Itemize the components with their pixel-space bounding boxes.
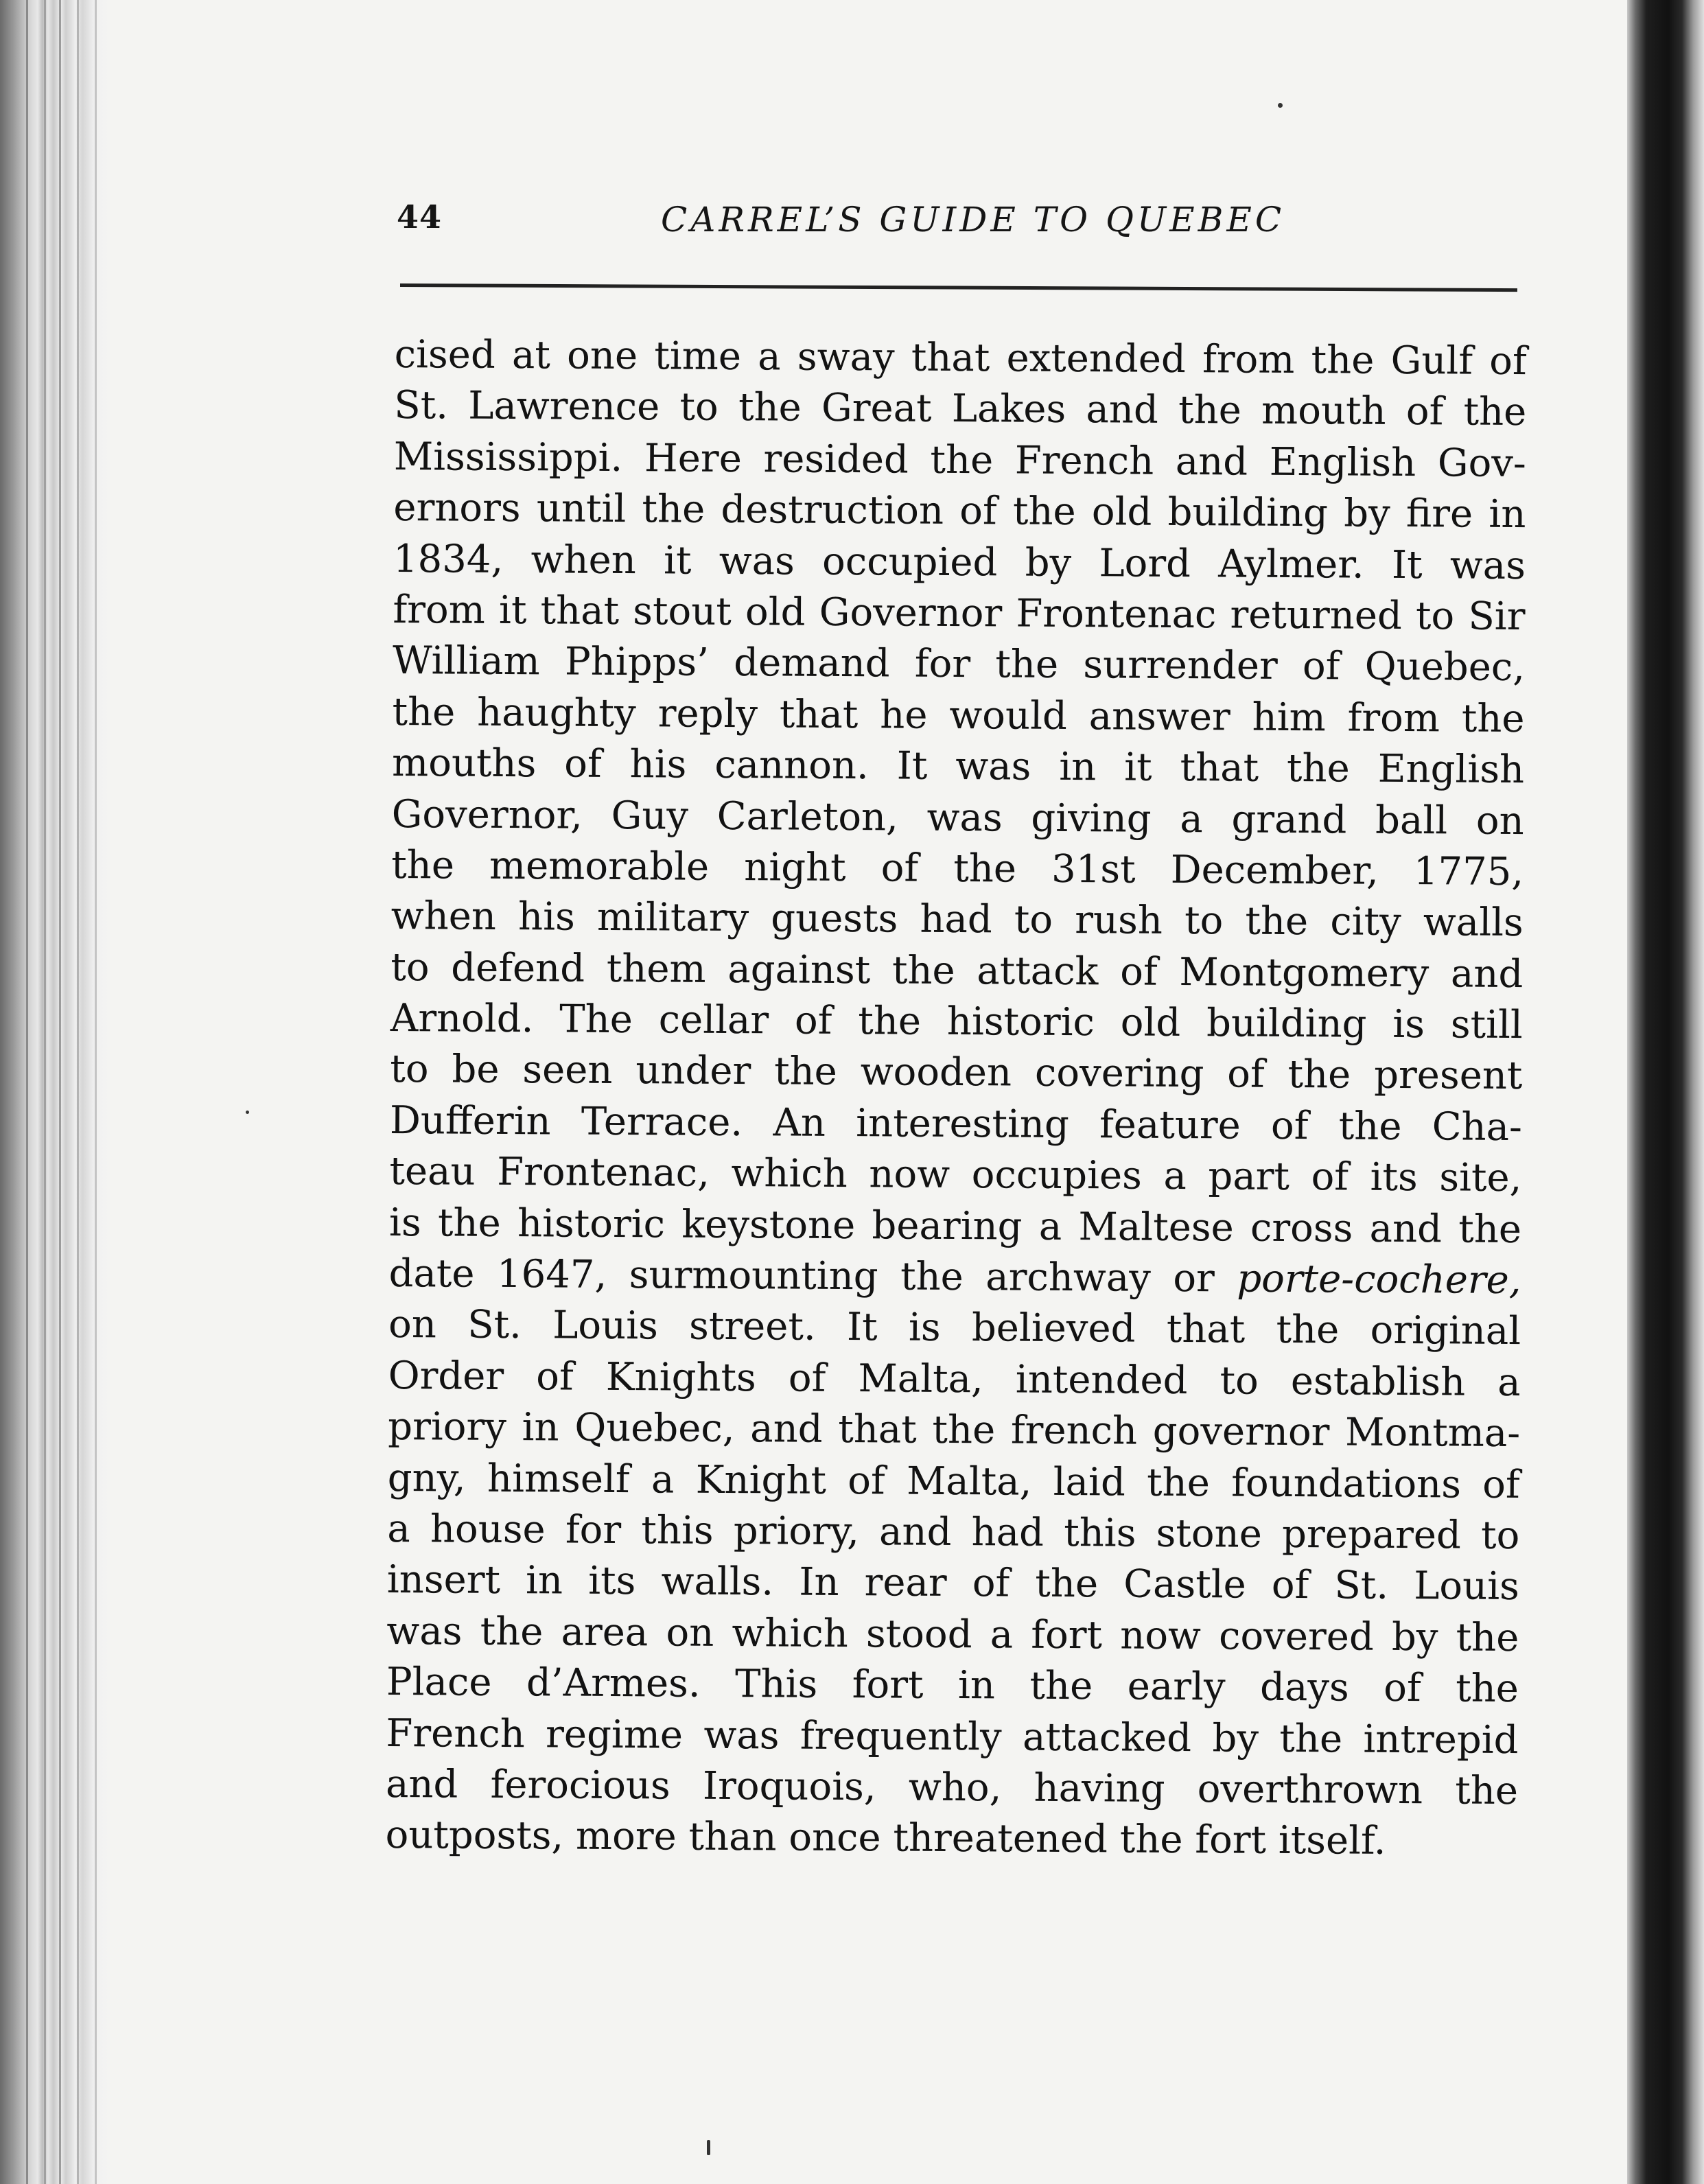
page-edge-line: [95, 0, 97, 2184]
text-line-with-italic: [388, 1248, 1521, 1306]
page-edge-line: [59, 0, 61, 2184]
text-line: Arnold. The cellar of the historic old building is still: [390, 996, 1524, 1048]
scan-speck: [707, 2140, 710, 2155]
header-rule: [400, 283, 1517, 292]
text-line: Place d’Armes. This fort in the early days of the: [386, 1660, 1519, 1712]
text-line: to defend them against the attack of Montgomery and: [390, 944, 1524, 997]
text-line: when his military guests had to rush to the city walls: [390, 894, 1524, 946]
book-cover-edge-right: [1627, 0, 1704, 2184]
page-edge-line: [26, 0, 28, 2184]
scan-speck: [1278, 103, 1283, 108]
text-line: was the area on which stood a fort now covered by the: [386, 1608, 1519, 1660]
text-line: Governor, Guy Carleton, was giving a grand ball on: [391, 791, 1524, 844]
text-line: mouths of his cannon. It was in it that the English: [391, 741, 1525, 793]
text-line: Order of Knights of Malta, intended to establish a: [388, 1353, 1521, 1405]
running-head: [397, 196, 1515, 251]
text-line: William Phipps’ demand for the surrender of Quebec,: [392, 638, 1526, 690]
scan-speck: [246, 1111, 249, 1114]
text-line: teau Frontenac, which now occupies a part of its site,: [389, 1149, 1522, 1201]
text-line: a house for this priory, and had this stone prepared to: [387, 1506, 1520, 1559]
page-edge-line: [44, 0, 46, 2184]
text-line: to be seen under the wooden covering of the present: [390, 1047, 1523, 1099]
text-line: St. Lawrence to the Great Lakes and the mouth of the: [394, 383, 1527, 435]
text-line: insert in its walls. In rear of the Castle of St. Louis: [386, 1557, 1520, 1610]
text-line: French regime was frequently attacked by the intrepid: [386, 1710, 1519, 1763]
page-number: 44: [397, 198, 443, 235]
text-line: outposts, more than once threatened the fort itself.: [385, 1813, 1386, 1864]
text-line: on St. Louis street. It is believed that the original: [388, 1302, 1521, 1354]
text-line: priory in Quebec, and that the french governor Montma-: [388, 1404, 1521, 1456]
text-line: the haughty reply that he would answer him from the: [392, 689, 1525, 741]
text-line-part: date 1647, surmounting the archway or: [388, 1251, 1215, 1301]
text-line: Mississippi. Here resided the French and English Gov-: [393, 434, 1527, 486]
text-line: from it that stout old Governor Frontenac returned to Sir: [393, 587, 1526, 640]
text-line: ernors until the destruction of the old building by fire in: [393, 485, 1526, 537]
running-head-title: CARREL’S GUIDE TO QUEBEC: [661, 200, 1285, 240]
page-edge-line: [77, 0, 79, 2184]
text-line: cised at one time a sway that extended from the Gulf of: [394, 332, 1527, 384]
page-edge-left: [0, 0, 110, 2184]
text-line: gny, himself a Knight of Malta, laid the foundations of: [387, 1455, 1520, 1507]
body-paragraph: [385, 329, 1527, 1868]
text-line: is the historic keystone bearing a Maltese cross and the: [388, 1200, 1522, 1252]
text-line: 1834, when it was occupied by Lord Aylmer. It was: [393, 536, 1526, 588]
italic-phrase: porte-cochere,: [1237, 1256, 1521, 1303]
text-line: the memorable night of the 31st December, 1775,: [391, 842, 1524, 894]
text-line: and ferocious Iroquois, who, having overthrown the: [385, 1761, 1519, 1813]
text-line: Dufferin Terrace. An interesting feature of the Cha-: [389, 1097, 1523, 1150]
